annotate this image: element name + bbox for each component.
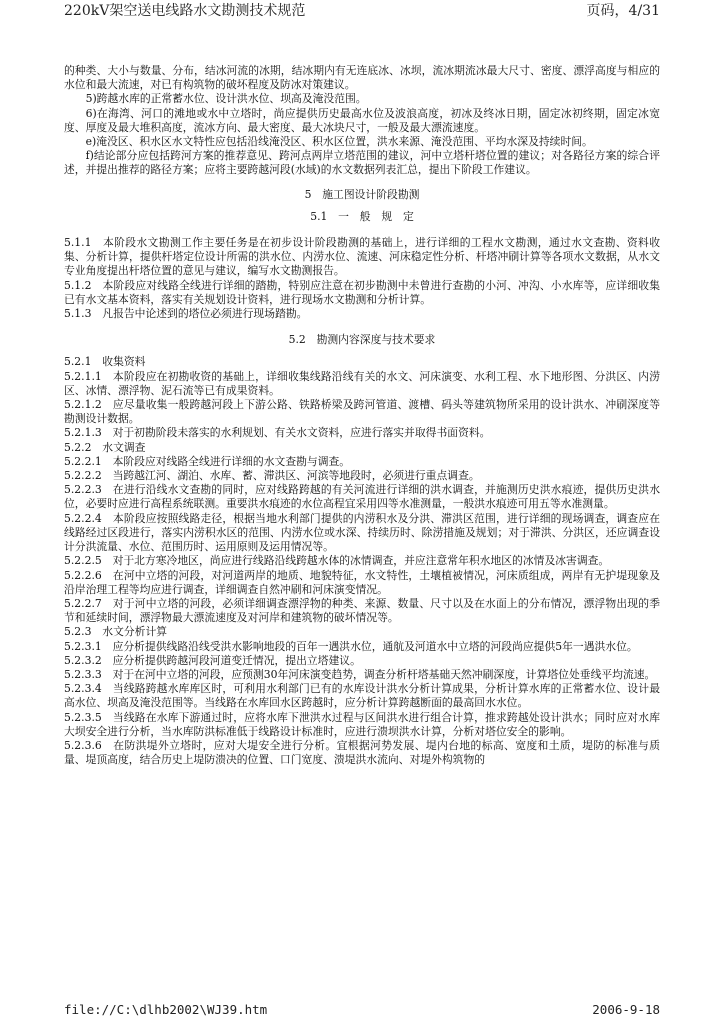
clause: 5.2.3.4 当线路跨越水库库区时，可利用水利部门已有的水库设计洪水分析计算成果，分析计算水库的正常蓄水位、设计最高水位、坝高及淹没范围等。当线路在水库回水区跨越时，应分析计算跨越断面的最高回水水位。 xyxy=(64,682,660,710)
clause: 5.2.3.1 应分析提供线路沿线受洪水影响地段的百年一遇洪水位，通航及河道水中立塔的河段尚应提供5年一遇洪水位。 xyxy=(64,639,638,653)
document-body xyxy=(64,64,660,767)
clause: 5.2.2.6 在河中立塔的河段，对河道两岸的地质、地貌特征，水文特性，土壤植被情况，河床质组成，两岸有无护堤现象及沿岸治理工程等均应进行调查，详细调查自然冲刷和河床演变情况。 xyxy=(64,568,660,596)
print-date: 2006-9-18 xyxy=(592,1002,660,1017)
clause: 5.2.1 收集资料 xyxy=(64,355,146,369)
clause: 5.2.3.6 在防洪堤外立塔时，应对大堤安全进行分析。宜根据河势发展、堤内台地的标高、宽度和土质，堤防的标准与质量、堤顶高度，结合历史上堤防溃决的位置、口门宽度、溃堤洪水流向、对堤外构筑物的 xyxy=(64,738,660,767)
clause: 5.2.1.1 本阶段应在初勘收资的基础上，详细收集线路沿线有关的水文、河床演变、水利工程、水下地形图、分洪区、内涝区、冰情、漂浮物、泥石流等已有成果资料。 xyxy=(64,369,660,397)
clause: 5.2.1.2 应尽量收集一般跨越河段上下游公路、铁路桥梁及跨河管道、渡槽、码头等建筑物所采用的设计洪水、冲刷深度等勘测设计数据。 xyxy=(64,398,660,426)
chapter-heading: 5 施工图设计阶段勘测 xyxy=(304,187,420,201)
paragraph: 6)在海湾、河口的滩地或水中立塔时，尚应提供历史最高水位及波浪高度，初冰及终冰日期，固定冰初终期，固定冰宽度、厚度及最大堆积高度，流冰方向、最大密度、最大冰块尺寸，一般及最大漂流速度。 xyxy=(64,106,660,134)
paragraph: 的种类、大小与数量、分布，结冰河流的冰期，结冰期内有无连底冰、冰坝，流冰期流冰最大尺寸、密度、漂浮高度与相应的水位和最大流速，对已有构筑物的破坏程度及防冰对策建议。 xyxy=(64,64,660,92)
section-heading: 5.1 一 般 规 定 xyxy=(310,209,414,223)
clause: 5.2.3.2 应分析提供跨越河段河道变迁情况，提出立塔建议。 xyxy=(64,653,361,667)
clause: 5.2.2.7 对于河中立塔的河段，必须详细调查漂浮物的种类、来源、数量、尺寸以及在水面上的分布情况，漂浮物出现的季节和延续时间，漂浮物最大漂流速度及对河岸和建筑物的破坏情况等。 xyxy=(64,596,660,625)
page-footer xyxy=(64,1002,660,1018)
clause: 5.1.1 本阶段水文勘测工作主要任务是在初步设计阶段勘测的基础上，进行详细的工程水文勘测，通过水文查勘、资料收集、分析计算，提供杆塔定位设计所需的洪水位、内涝水位、流速、河床稳定性分析、杆塔冲刷计算等各项水文数据，从水文专业角度提出杆塔位置的意见与建议，编写水文勘测报告。 xyxy=(64,236,660,278)
file-path: file://C:\dlhb2002\WJ39.htm xyxy=(64,1002,268,1017)
paragraph: 5)跨越水库的正常蓄水位、设计洪水位、坝高及淹没范围。 xyxy=(85,92,367,106)
paragraph: e)淹没区、积水区水文特性应包括沿线淹没区、积水区位置，洪水来源、淹没范围、平均水深及持续时间。 xyxy=(85,135,593,149)
clause: 5.2.1.3 对于初勘阶段未落实的水利规划、有关水文资料，应进行落实并取得书面资料。 xyxy=(64,426,491,440)
clause: 5.2.3 水文分析计算 xyxy=(64,625,168,639)
clause: 5.2.2.5 对于北方寒冷地区，尚应进行线路沿线跨越水体的冰情调查，并应注意常年积水地区的冰情及冰害调查。 xyxy=(64,554,610,568)
page-header xyxy=(0,0,724,32)
page-number: 页码，4/31 xyxy=(586,3,660,19)
clause: 5.1.2 本阶段应对线路全线进行详细的踏勘，特别应注意在初步勘测中未曾进行查勘的小河、冲沟、小水库等，应详细收集已有水文基本资料，落实有关规划设计资料，进行现场水文勘测和分析计算。 xyxy=(64,278,660,306)
document-title: 220kV架空送电线路水文勘测技术规范 xyxy=(64,3,306,19)
clause: 5.2.2 水文调查 xyxy=(64,440,146,454)
clause: 5.2.2.2 当跨越江河、湖泊、水库、蓄、滞洪区、河滨等地段时，必须进行重点调查。 xyxy=(64,469,480,483)
clause: 5.1.3 凡报告中论述到的塔位必须进行现场踏勘。 xyxy=(64,307,308,321)
clause: 5.2.2.3 在进行沿线水文查勘的同时，应对线路跨越的有关河流进行详细的洪水调查，并施测历史洪水痕迹，提供历史洪水位，必要时应进行高程系统联测。重要洪水痕迹的水位高程宜采用四等水准测量，一般洪水痕迹可用五等水准测量。 xyxy=(64,483,660,511)
clause: 5.2.2.4 本阶段应按照线路走径，根据当地水利部门提供的内涝积水及分洪、滞洪区范围，进行详细的现场调查，调查应在线路经过区段进行，落实内涝积水区的范围、内涝水位或水深、持续历时、除涝措施及规划；对于滞洪、分洪区，还应调查设计分洪流量、水位、范围历时、运用原则及运用情况等。 xyxy=(64,511,660,554)
clause: 5.2.3.3 对于在河中立塔的河段，应预测30年河床演变趋势，调查分析杆塔基础天然冲刷深度，计算塔位处垂线平均流速。 xyxy=(64,667,656,681)
paragraph: f)结论部分应包括跨河方案的推荐意见、跨河点两岸立塔范围的建议，河中立塔杆塔位置的建议；对各路径方案的综合评述，并提出推荐的路径方案；应将主要跨越河段(水域)的水文数据列表汇总，提出下阶段工作建议。 xyxy=(64,149,660,177)
clause: 5.2.3.5 当线路在水库下游通过时，应将水库下泄洪水过程与区间洪水进行组合计算，推求跨越处设计洪水；同时应对水库大坝安全进行分析，当水库防洪标准低于线路设计标准时，应进行溃坝洪水计算，分析对塔位安全的影响。 xyxy=(64,710,660,738)
section-heading: 5.2 勘测内容深度与技术要求 xyxy=(288,333,436,347)
clause: 5.2.2.1 本阶段应对线路全线进行详细的水文查勘与调查。 xyxy=(64,454,351,468)
